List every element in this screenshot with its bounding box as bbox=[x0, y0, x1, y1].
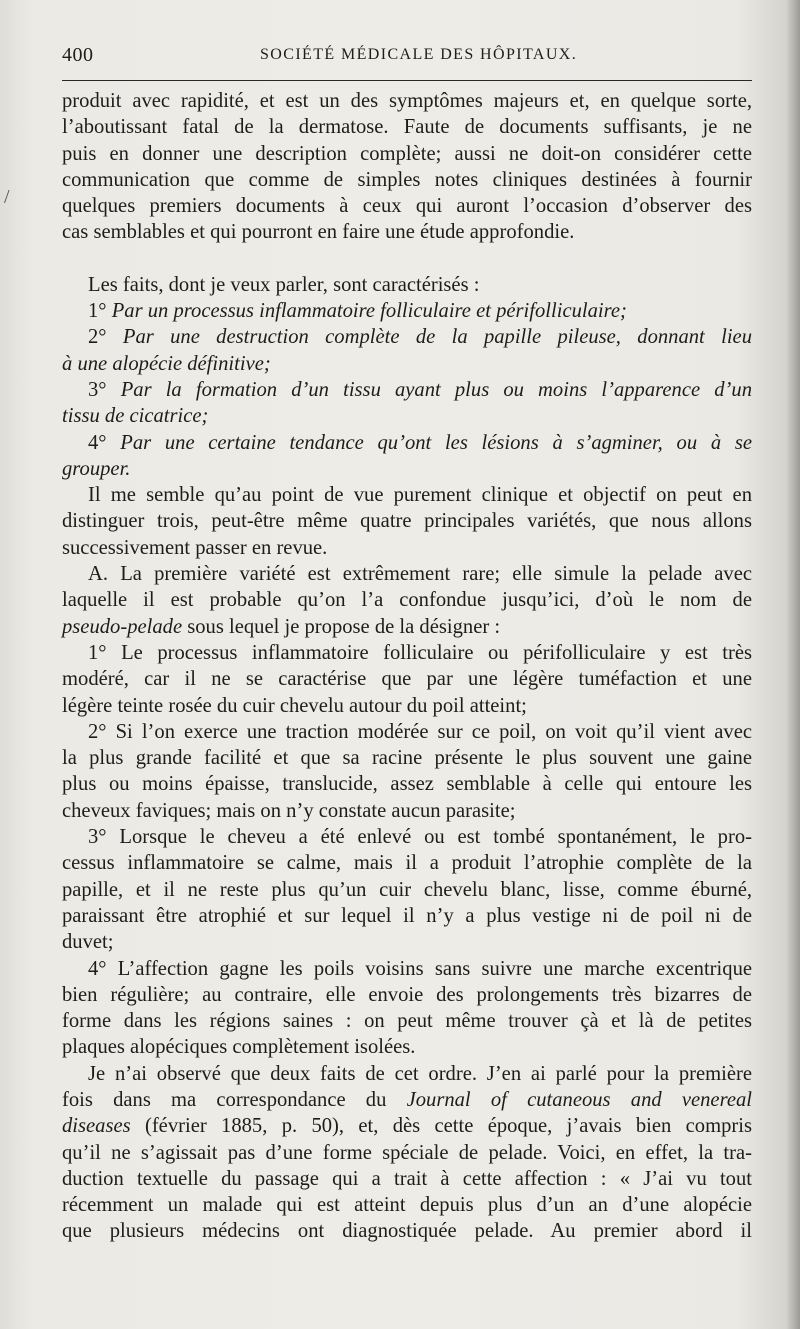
text-line: duvet; bbox=[62, 931, 114, 954]
text-line: modéré, car il ne se caractérise que par une légère tuméfaction et une bbox=[62, 668, 752, 691]
list-item-2 bbox=[62, 324, 752, 350]
page-number: 400 bbox=[62, 44, 94, 66]
text-line: successivement passer en revue. bbox=[62, 536, 328, 559]
text-fragment: sous lequel je propose de la désigner : bbox=[182, 615, 501, 638]
text-line: Les faits, dont je veux parler, sont caractérisés : bbox=[88, 273, 480, 296]
header-rule bbox=[62, 80, 752, 81]
text-line: légère teinte rosée du cuir chevelu autour du poil atteint; bbox=[62, 694, 527, 717]
text-line: que plusieurs médecins ont diagnostiquée pelade. Au premier abord il bbox=[62, 1220, 752, 1243]
text-line: Je n’ai observé que deux faits de cet ordre. J’en ai parlé pour la première bbox=[88, 1062, 752, 1085]
list-text: Par une destruction complète de la papille pileuse, donnant lieu bbox=[122, 326, 752, 349]
page-header bbox=[62, 44, 752, 74]
text-line: 3° Lorsque le cheveu a été enlevé ou est tombé spontanément, le pro- bbox=[88, 826, 752, 849]
text-line: puis en donner une description complète; aussi ne doit-on considérer cette bbox=[62, 142, 752, 165]
text-line: paraissant être atrophié et sur lequel il n’y a plus vestige ni de poil ni de bbox=[62, 904, 752, 927]
text-line: cas semblables et qui pourront en faire une étude approfondie. bbox=[62, 221, 575, 244]
text-fragment: fois dans ma correspondance du bbox=[62, 1088, 407, 1111]
paragraph-gap bbox=[62, 246, 752, 272]
italic-term: pseudo-pelade bbox=[62, 615, 183, 638]
text-line: bien régulière; au contraire, elle envoie des prolongements très bizarres de bbox=[62, 983, 752, 1006]
text-line: quelques premiers documents à ceux qui auront l’occasion d’observer des bbox=[62, 195, 752, 218]
list-item-4 bbox=[62, 430, 752, 456]
text-fragment: (février 1885, p. 50), et, dès cette époque, j’avais bien compris bbox=[130, 1115, 752, 1138]
text-line: cheveux faviques; mais on n’y constate aucun parasite; bbox=[62, 799, 516, 822]
text-line: plus ou moins épaisse, translucide, assez semblable à celle qui entoure les bbox=[62, 773, 752, 796]
list-text: Par une certaine tendance qu’ont les lésions à s’agminer, ou à se bbox=[120, 431, 752, 454]
list-item-1 bbox=[62, 298, 752, 324]
list-item-3 bbox=[62, 377, 752, 403]
journal-title-cont: diseases bbox=[62, 1115, 131, 1138]
running-title: SOCIÉTÉ MÉDICALE DES HÔPITAUX. bbox=[260, 46, 578, 63]
text-line: Il me semble qu’au point de vue purement clinique et objectif on peut en bbox=[88, 484, 752, 507]
text-line: duction textuelle du passage qui a trait à cette affection : « J’ai vu tout bbox=[62, 1167, 752, 1190]
text-line: la plus grande facilité et que sa racine présente le plus souvent une gaine bbox=[62, 747, 752, 770]
text-line: cessus inflammatoire se calme, mais il a produit l’atrophie complète de la bbox=[62, 852, 752, 875]
text-line: forme dans les régions saines : on peut même trouver çà et là de petites bbox=[62, 1010, 752, 1033]
text-line bbox=[62, 1087, 752, 1113]
text-line: produit avec rapidité, et est un des symptômes majeurs et, en quelque sorte, bbox=[62, 90, 752, 112]
text-line: laquelle il est probable qu’on l’a confondue jusqu’ici, d’où le nom de bbox=[62, 589, 752, 612]
margin-mark: / bbox=[4, 186, 10, 208]
text-line bbox=[62, 614, 752, 640]
text-line: distinguer trois, peut-être même quatre principales variétés, que nous allons bbox=[62, 510, 752, 533]
list-number: 1° bbox=[88, 300, 107, 323]
journal-title: Journal of cutaneous and venereal bbox=[406, 1088, 752, 1111]
list-text: Par la formation d’un tissu ayant plus ou moins l’apparence d’un bbox=[120, 378, 752, 401]
list-number: 4° bbox=[88, 431, 107, 454]
page-edge-shadow bbox=[786, 0, 800, 1329]
list-item-3-cont bbox=[62, 403, 752, 429]
body-text bbox=[62, 88, 752, 1245]
text-line: récemment un malade qui est atteint depuis plus d’un an d’une alopécie bbox=[62, 1194, 752, 1217]
list-text: grouper. bbox=[62, 457, 131, 480]
list-number: 2° bbox=[88, 326, 107, 349]
text-line: plaques alopéciques complètement isolées. bbox=[62, 1036, 416, 1059]
text-line: A. La première variété est extrêmement rare; elle simule la pelade avec bbox=[88, 563, 752, 586]
list-number: 3° bbox=[88, 378, 107, 401]
list-text: Par un processus inflammatoire folliculaire et périfolliculaire; bbox=[111, 300, 627, 323]
text-line bbox=[62, 1113, 752, 1139]
list-item-2-cont bbox=[62, 351, 752, 377]
list-text: tissu de cicatrice; bbox=[62, 405, 209, 428]
list-text: à une alopécie définitive; bbox=[62, 352, 271, 375]
text-line: 4° L’affection gagne les poils voisins sans suivre une marche excentrique bbox=[88, 957, 752, 980]
text-line: qu’il ne s’agissait pas d’une forme spéciale de pelade. Voici, en effet, la tra- bbox=[62, 1141, 752, 1164]
text-line: 1° Le processus inflammatoire folliculaire ou périfolliculaire y est très bbox=[88, 641, 752, 664]
text-line: papille, et il ne reste plus qu’un cuir chevelu blanc, lisse, comme éburné, bbox=[62, 878, 752, 901]
text-line: 2° Si l’on exerce une traction modérée sur ce poil, on voit qu’il vient avec bbox=[88, 720, 752, 743]
text-line: l’aboutissant fatal de la dermatose. Faute de documents suffisants, je ne bbox=[62, 116, 752, 139]
list-item-4-cont bbox=[62, 456, 752, 482]
text-line: communication que comme de simples notes cliniques destinées à fournir bbox=[62, 168, 752, 191]
